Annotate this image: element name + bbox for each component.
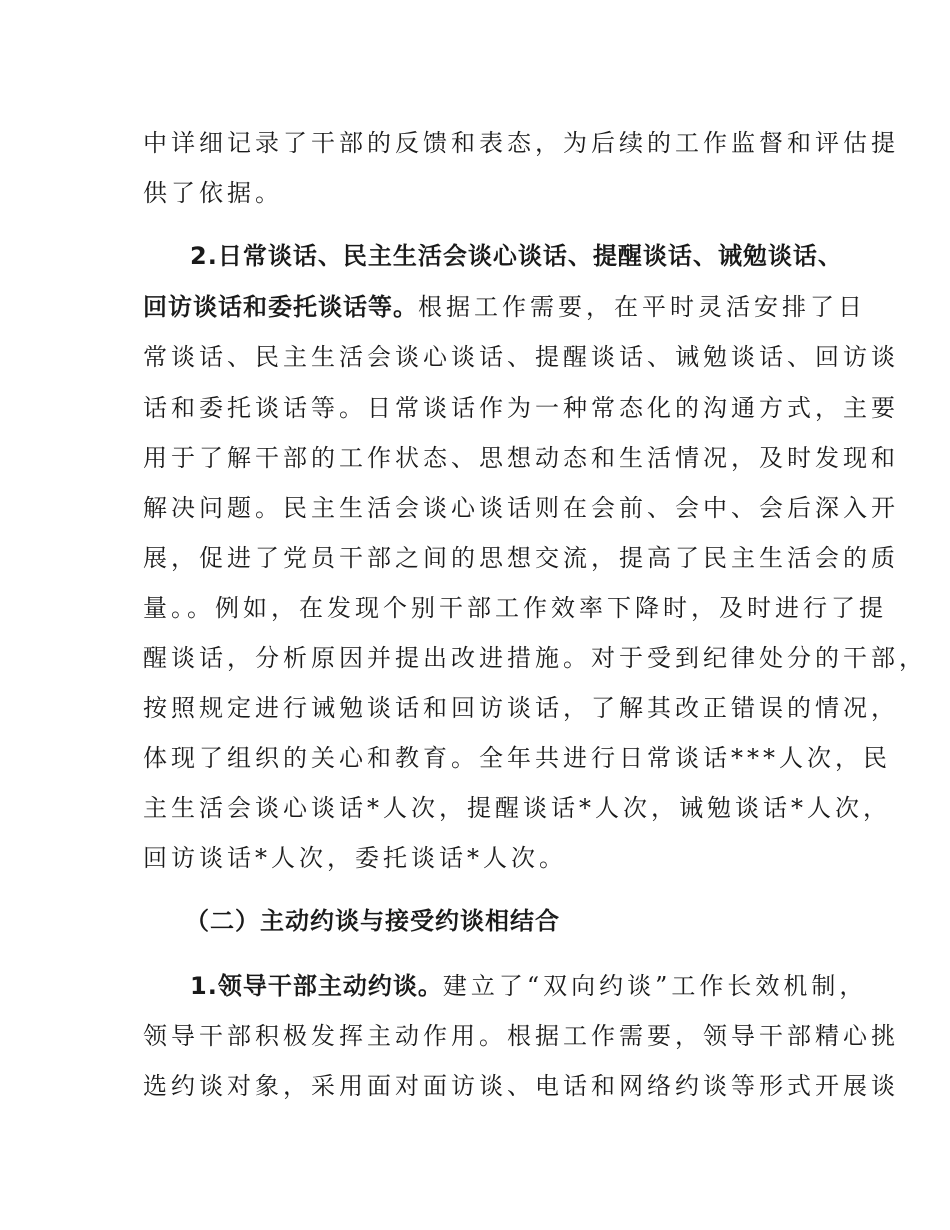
body-text-line: 用于了解干部的工作状态、思想动态和生活情况，及时发现和 bbox=[143, 444, 899, 472]
body-text-line: 量。。例如，在发现个别干部工作效率下降时，及时进行了提 bbox=[143, 594, 887, 622]
paragraph-heading: 2.日常谈话、民主生活会谈心谈话、提醒谈话、诫勉谈话、 bbox=[190, 242, 843, 270]
body-text-line: 中详细记录了干部的反馈和表态，为后续的工作监督和评估提 bbox=[143, 129, 899, 157]
body-text: 根据工作需要，在平时灵活安排了日 bbox=[418, 293, 866, 321]
body-text-line: 领导干部积极发挥主动作用。根据工作需要，领导干部精心挑 bbox=[143, 1022, 899, 1050]
body-text-line: 话和委托谈话等。日常谈话作为一种常态化的沟通方式，主要 bbox=[143, 394, 899, 422]
body-text-line bbox=[143, 291, 866, 323]
paragraph-heading-continued: 回访谈话和委托谈话等。 bbox=[143, 293, 418, 321]
body-text: 建立了“双向约谈”工作长效机制， bbox=[442, 972, 868, 1000]
body-text-line: 回访谈话*人次，委托谈话*人次。 bbox=[143, 844, 567, 872]
body-text-line: 解决问题。民主生活会谈心谈话则在会前、会中、会后深入开 bbox=[143, 494, 899, 522]
body-text-line: 供了依据。 bbox=[143, 179, 283, 207]
body-text-line: 体现了组织的关心和教育。全年共进行日常谈话***人次，民 bbox=[143, 744, 891, 772]
body-text-line: 主生活会谈心谈话*人次，提醒谈话*人次，诫勉谈话*人次， bbox=[143, 794, 891, 822]
body-text-line: 按照规定进行诫勉谈话和回访谈话，了解其改正错误的情况， bbox=[143, 694, 899, 722]
body-text-line: 展，促进了党员干部之间的思想交流，提高了民主生活会的质 bbox=[143, 544, 899, 572]
section-heading: （二）主动约谈与接受约谈相结合 bbox=[185, 907, 560, 935]
paragraph-heading: 1.领导干部主动约谈。 bbox=[190, 972, 443, 1000]
body-text-line: 选约谈对象，采用面对面访谈、电话和网络约谈等形式开展谈 bbox=[143, 1072, 899, 1100]
body-text-line bbox=[190, 970, 867, 1002]
body-text-line: 常谈话、民主生活会谈心谈话、提醒谈话、诫勉谈话、回访谈 bbox=[143, 343, 899, 371]
body-text-line: 醒谈话，分析原因并提出改进措施。对于受到纪律处分的干部， bbox=[143, 644, 927, 672]
